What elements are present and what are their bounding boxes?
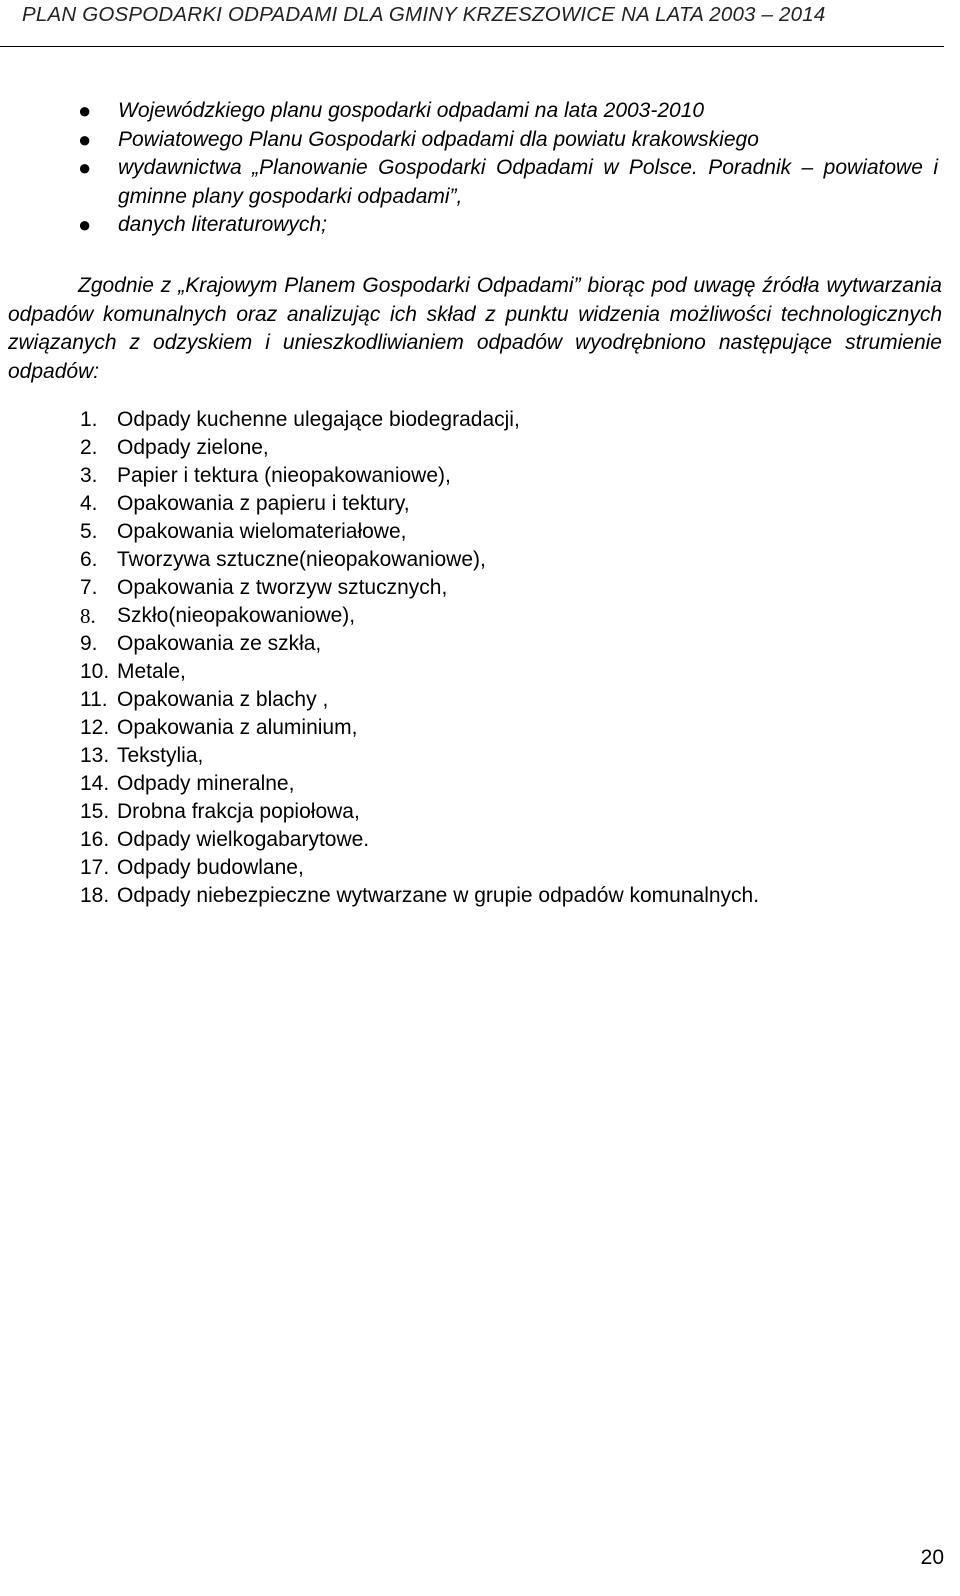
list-item-text: Opakowania z papieru i tektury, [117,492,410,515]
list-item [0,882,944,910]
bullet-icon: ● [78,212,92,237]
list-item-text: Odpady wielkogabarytowe. [117,828,370,851]
list-item-text: Opakowania wielomateriałowe, [117,520,407,543]
list-number: 6. [80,548,98,571]
list-item [0,518,944,546]
list-item [0,630,944,658]
list-item-text: Odpady zielone, [117,436,269,459]
list-item-text: Powiatowego Planu Gospodarki odpadami dla powiatu krakowskiego [118,127,759,151]
page-number: 20 [920,1546,944,1569]
list-number: 9. [80,632,98,655]
list-number: 16. [80,828,110,851]
list-number: 12. [80,716,110,739]
list-item [0,434,944,462]
list-item [0,686,944,714]
list-item-text: Metale, [117,660,186,683]
list-item-text: danych literaturowych; [118,213,327,236]
page-header [0,0,944,47]
list-item [0,714,944,742]
list-item-text: Papier i tektura (nieopakowaniowe), [117,464,451,487]
list-item [0,658,944,686]
list-item [0,546,944,574]
list-item [0,154,938,211]
list-item-text: Drobna frakcja popiołowa, [117,800,360,823]
list-item-text: Tekstylia, [117,744,204,767]
list-item [0,854,944,882]
list-item-text: Opakowania ze szkła, [117,632,322,655]
list-item [0,770,944,798]
list-item-text: wydawnictwa „Planowanie Gospodarki Odpadami w Polsce. Poradnik – powiatowe i gminne plany gospodarki odpadami”, [118,156,938,208]
document-title: PLAN GOSPODARKI ODPADAMI DLA GMINY KRZESZOWICE NA LATA 2003 – 2014 [22,3,826,26]
list-number: 2. [80,436,98,459]
list-number: 13. [80,744,110,767]
list-number: 11. [80,688,108,711]
bullet-icon: ● [78,155,92,180]
list-item [0,211,938,240]
list-item-text: Odpady niebezpieczne wytwarzane w grupie odpadów komunalnych. [117,884,760,907]
list-item [0,574,944,602]
list-number: 18. [80,884,110,907]
body-paragraph: Zgodnie z „Krajowym Planem Gospodarki Odpadami” biorąc pod uwagę źródła wytwarzania odpadów komunalnych oraz analizując ich skład z punktu widzenia możliwości technologicznych związanych z odzyskiem i unieszkodliwianiem odpadów wyodrębniono następujące strumienie odpadów: [8,274,942,383]
list-item-text: Opakowania z tworzyw sztucznych, [117,576,448,599]
list-number: 17. [80,856,110,879]
list-item [0,798,944,826]
source-list [0,97,944,240]
waste-streams-list [0,406,944,910]
list-item [0,742,944,770]
list-item [0,406,944,434]
list-item-text: Odpady mineralne, [117,772,295,795]
list-number: 14. [80,772,110,795]
list-item [0,826,944,854]
list-item-text: Odpady budowlane, [117,856,304,879]
list-number: 7. [80,576,98,599]
list-item-text: Odpady kuchenne ulegające biodegradacji, [117,408,520,431]
list-item-text: Szkło(nieopakowaniowe), [117,604,356,627]
list-item [0,462,944,490]
bullet-icon: ● [78,126,92,152]
list-number: 10. [80,660,110,683]
list-item-text: Tworzywa sztuczne(nieopakowaniowe), [117,548,486,571]
bullet-icon: ● [78,98,92,123]
list-number: 15. [80,800,110,823]
list-item [0,97,938,126]
list-item [0,490,944,518]
list-number: 4. [80,492,98,515]
list-number: 8. [80,604,96,628]
list-item-text: Opakowania z blachy , [117,688,329,711]
list-number: 3. [80,464,98,487]
list-item-text: Wojewódzkiego planu gospodarki odpadami na lata 2003-2010 [118,99,705,122]
list-number: 1. [80,408,98,431]
list-item [0,602,944,630]
list-item-text: Opakowania z aluminium, [117,716,358,739]
list-item [0,126,938,155]
list-number: 5. [80,520,98,543]
